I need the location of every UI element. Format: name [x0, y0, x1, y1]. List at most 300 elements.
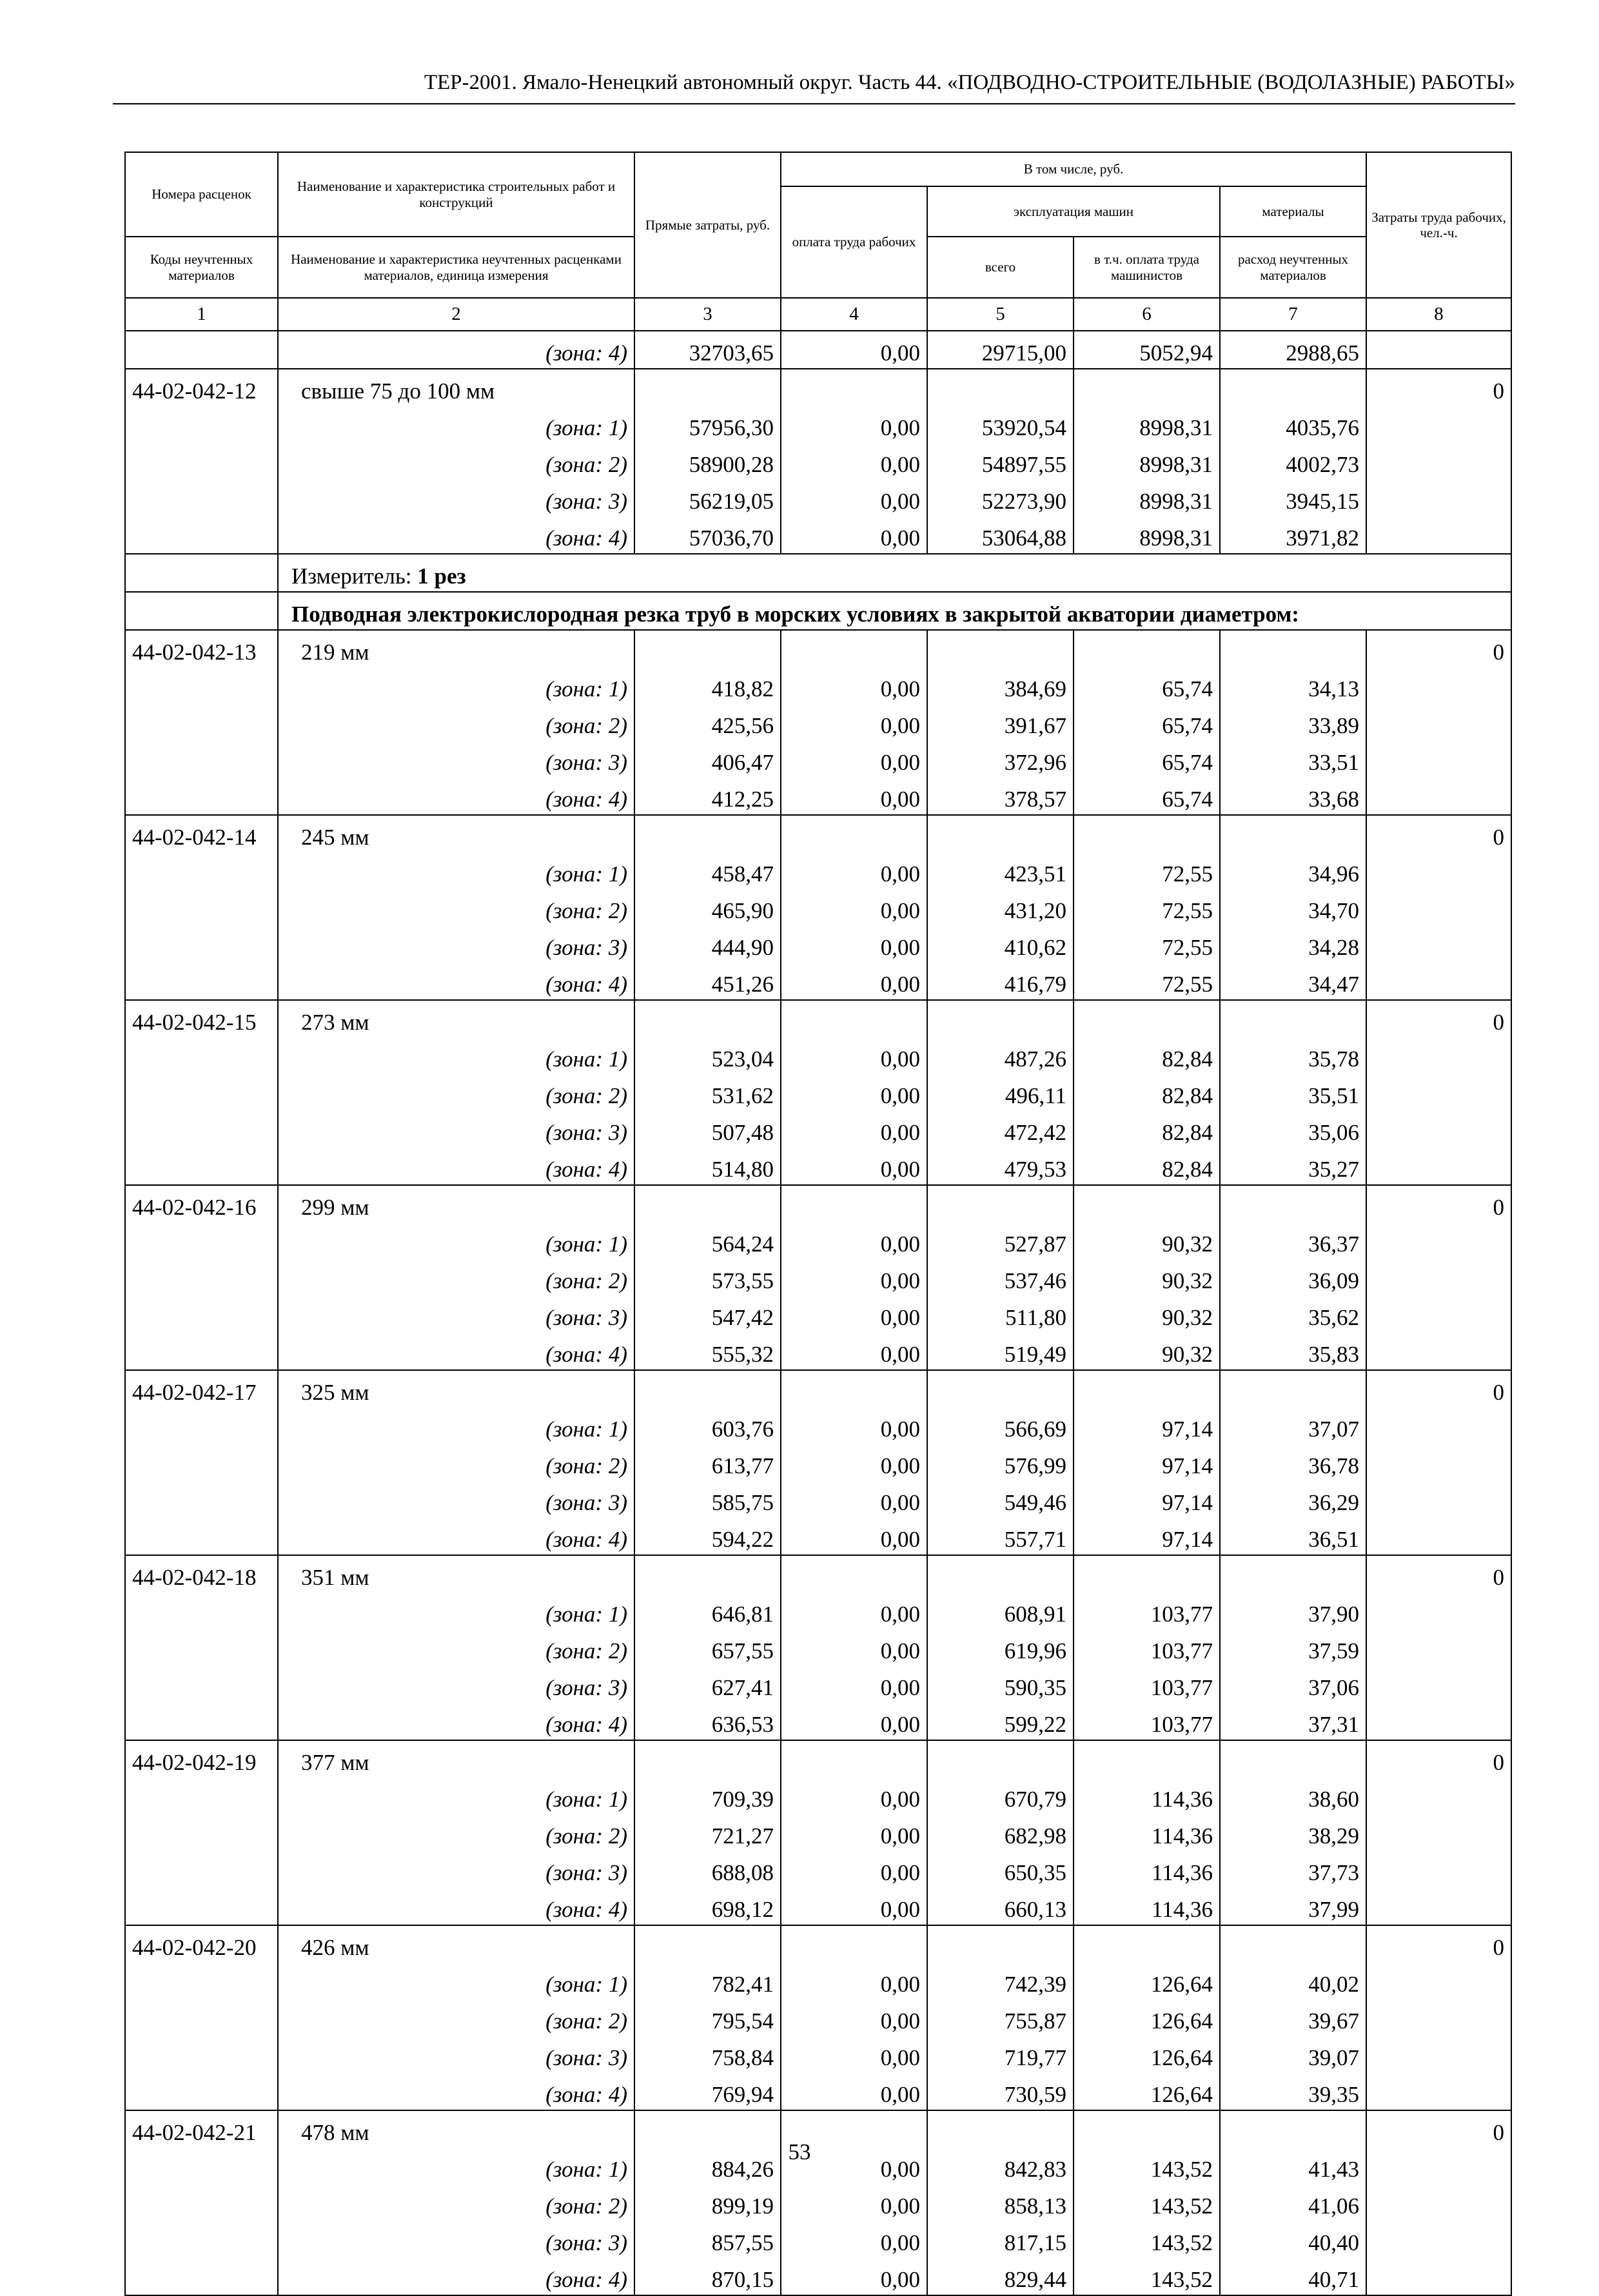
- empty-cell: [927, 815, 1074, 852]
- col-number: 2: [278, 298, 634, 331]
- worker-pay-value: 0,00: [781, 1666, 927, 1703]
- labor-costs-value: 0: [1366, 1370, 1511, 1408]
- worker-pay-value: 0,00: [781, 1963, 927, 1999]
- materials-value: 35,51: [1220, 1074, 1366, 1111]
- empty-cell: [125, 554, 278, 592]
- empty-cell: [1366, 741, 1511, 778]
- empty-cell: [125, 1222, 278, 1259]
- machine-total-value: 53064,88: [927, 516, 1074, 554]
- machine-total-value: 372,96: [927, 741, 1074, 778]
- empty-cell: [1366, 778, 1511, 815]
- direct-costs-value: 444,90: [634, 926, 781, 963]
- machine-total-value: 599,22: [927, 1703, 1074, 1740]
- materials-value: 37,99: [1220, 1888, 1366, 1925]
- empty-cell: [927, 1370, 1074, 1408]
- worker-pay-value: 0,00: [781, 1814, 927, 1851]
- empty-cell: [125, 1518, 278, 1555]
- empty-cell: [125, 1074, 278, 1111]
- empty-cell: [1220, 369, 1366, 406]
- machine-total-value: 817,15: [927, 2221, 1074, 2258]
- machinist-pay-value: 114,36: [1074, 1851, 1220, 1888]
- materials-value: 33,89: [1220, 704, 1366, 741]
- zone-row: [125, 704, 1511, 741]
- rate-item-row: [125, 1740, 1511, 1778]
- worker-pay-value: 0,00: [781, 480, 927, 516]
- machine-total-value: 755,87: [927, 1999, 1074, 2036]
- machine-total-value: 416,79: [927, 963, 1074, 1000]
- materials-value: 38,60: [1220, 1778, 1366, 1814]
- empty-cell: [1366, 516, 1511, 554]
- empty-cell: [1074, 1000, 1220, 1037]
- machine-total-value: 608,91: [927, 1593, 1074, 1629]
- zone-label: (зона: 1): [278, 2148, 634, 2184]
- empty-cell: [125, 2221, 278, 2258]
- machinist-pay-value: 82,84: [1074, 1074, 1220, 1111]
- machine-total-value: 479,53: [927, 1148, 1074, 1185]
- direct-costs-value: 657,55: [634, 1629, 781, 1666]
- materials-value: 37,31: [1220, 1703, 1366, 1740]
- empty-cell: [125, 926, 278, 963]
- zone-row: [125, 1222, 1511, 1259]
- labor-costs-value: 0: [1366, 1925, 1511, 1963]
- direct-costs-value: 758,84: [634, 2036, 781, 2073]
- materials-value: 40,02: [1220, 1963, 1366, 1999]
- worker-pay-value: 0,00: [781, 1629, 927, 1666]
- col-number: 3: [634, 298, 781, 331]
- empty-cell: [125, 516, 278, 554]
- rate-item-row: [125, 1000, 1511, 1037]
- rates-table: [124, 152, 1512, 2296]
- rate-code: 44-02-042-12: [125, 369, 278, 406]
- zone-row: [125, 1037, 1511, 1074]
- zone-label: (зона: 3): [278, 2221, 634, 2258]
- zone-label: (зона: 4): [278, 2258, 634, 2295]
- meter-label: Измеритель:: [291, 564, 412, 589]
- labor-costs-value: 0: [1366, 1000, 1511, 1037]
- empty-cell: [1074, 1555, 1220, 1593]
- worker-pay-value: 0,00: [781, 1999, 927, 2036]
- col-number: 6: [1074, 298, 1220, 331]
- direct-costs-value: 585,75: [634, 1481, 781, 1518]
- labor-costs-value: 0: [1366, 2110, 1511, 2148]
- empty-cell: [125, 1408, 278, 1444]
- empty-cell: [634, 630, 781, 667]
- rate-code: 44-02-042-19: [125, 1740, 278, 1778]
- machinist-pay-value: 143,52: [1074, 2184, 1220, 2221]
- worker-pay-value: 0,00: [781, 331, 927, 369]
- rate-code: 44-02-042-17: [125, 1370, 278, 1408]
- machine-total-value: 54897,55: [927, 443, 1074, 480]
- empty-cell: [1366, 2184, 1511, 2221]
- empty-cell: [125, 1148, 278, 1185]
- zone-row: [125, 926, 1511, 963]
- rate-name: 273 мм: [278, 1000, 634, 1037]
- direct-costs-value: 721,27: [634, 1814, 781, 1851]
- col-number: 4: [781, 298, 927, 331]
- direct-costs-value: 870,15: [634, 2258, 781, 2295]
- rate-item-row: [125, 369, 1511, 406]
- worker-pay-value: 0,00: [781, 1259, 927, 1296]
- empty-cell: [1366, 1666, 1511, 1703]
- machine-total-value: 682,98: [927, 1814, 1074, 1851]
- worker-pay-value: 0,00: [781, 1518, 927, 1555]
- worker-pay-value: 0,00: [781, 2221, 927, 2258]
- header-rule: [113, 103, 1515, 104]
- zone-row: [125, 2036, 1511, 2073]
- machinist-pay-value: 103,77: [1074, 1666, 1220, 1703]
- labor-costs-value: 0: [1366, 630, 1511, 667]
- empty-cell: [125, 667, 278, 704]
- materials-value: 39,35: [1220, 2073, 1366, 2110]
- zone-label: (зона: 3): [278, 1296, 634, 1333]
- zone-row: [125, 2184, 1511, 2221]
- worker-pay-value: 0,00: [781, 1444, 927, 1481]
- meter-value: 1 рез: [417, 564, 466, 589]
- materials-value: 34,47: [1220, 963, 1366, 1000]
- empty-cell: [1366, 1259, 1511, 1296]
- materials-value: 36,78: [1220, 1444, 1366, 1481]
- zone-row: [125, 480, 1511, 516]
- rate-item-row: [125, 630, 1511, 667]
- zone-row: [125, 1851, 1511, 1888]
- meter-row: [125, 554, 1511, 592]
- machine-total-value: 53920,54: [927, 406, 1074, 443]
- machinist-pay-value: 90,32: [1074, 1333, 1220, 1370]
- empty-cell: [125, 1999, 278, 2036]
- zone-label: (зона: 4): [278, 1888, 634, 1925]
- materials-value: 37,90: [1220, 1593, 1366, 1629]
- empty-cell: [1220, 1740, 1366, 1778]
- machine-total-value: 431,20: [927, 889, 1074, 926]
- zone-row: [125, 889, 1511, 926]
- empty-cell: [1366, 926, 1511, 963]
- column-numbers-row: [125, 298, 1511, 331]
- zone-row: [125, 406, 1511, 443]
- machine-total-value: 384,69: [927, 667, 1074, 704]
- empty-cell: [1366, 2221, 1511, 2258]
- zone-row: [125, 1408, 1511, 1444]
- materials-value: 2988,65: [1220, 331, 1366, 369]
- zone-label: (зона: 4): [278, 516, 634, 554]
- machine-total-value: 496,11: [927, 1074, 1074, 1111]
- machine-total-value: 423,51: [927, 852, 1074, 889]
- machinist-pay-value: 90,32: [1074, 1296, 1220, 1333]
- empty-cell: [634, 1000, 781, 1037]
- rate-code: 44-02-042-13: [125, 630, 278, 667]
- materials-value: 37,06: [1220, 1666, 1366, 1703]
- zone-row: [125, 2258, 1511, 2295]
- direct-costs-value: 698,12: [634, 1888, 781, 1925]
- machinist-pay-value: 5052,94: [1074, 331, 1220, 369]
- machine-total-value: 829,44: [927, 2258, 1074, 2295]
- machine-total-value: 487,26: [927, 1037, 1074, 1074]
- labor-costs-value: 0: [1366, 1185, 1511, 1222]
- empty-cell: [125, 1111, 278, 1148]
- col-direct-costs: Прямые затраты, руб.: [634, 152, 781, 298]
- empty-cell: [125, 2073, 278, 2110]
- machinist-pay-value: 65,74: [1074, 741, 1220, 778]
- materials-value: 35,78: [1220, 1037, 1366, 1074]
- zone-label: (зона: 4): [278, 963, 634, 1000]
- empty-cell: [781, 1925, 927, 1963]
- machine-total-value: 519,49: [927, 1333, 1074, 1370]
- meter-cell: [278, 554, 1511, 592]
- empty-cell: [125, 331, 278, 369]
- worker-pay-value: 0,00: [781, 1888, 927, 1925]
- rate-item-row: [125, 815, 1511, 852]
- materials-value: 35,83: [1220, 1333, 1366, 1370]
- direct-costs-value: 451,26: [634, 963, 781, 1000]
- empty-cell: [125, 1666, 278, 1703]
- worker-pay-value: 0,00: [781, 2148, 927, 2184]
- materials-value: 34,13: [1220, 667, 1366, 704]
- zone-label: (зона: 4): [278, 1333, 634, 1370]
- machine-total-value: 391,67: [927, 704, 1074, 741]
- machine-total-value: 576,99: [927, 1444, 1074, 1481]
- empty-cell: [1366, 1851, 1511, 1888]
- empty-cell: [927, 1925, 1074, 1963]
- direct-costs-value: 884,26: [634, 2148, 781, 2184]
- direct-costs-value: 899,19: [634, 2184, 781, 2221]
- worker-pay-value: 0,00: [781, 443, 927, 480]
- empty-cell: [1366, 1963, 1511, 1999]
- zone-label: (зона: 1): [278, 852, 634, 889]
- rate-name: 426 мм: [278, 1925, 634, 1963]
- machinist-pay-value: 97,14: [1074, 1444, 1220, 1481]
- materials-value: 36,37: [1220, 1222, 1366, 1259]
- worker-pay-value: 0,00: [781, 741, 927, 778]
- empty-cell: [1220, 1185, 1366, 1222]
- direct-costs-value: 58900,28: [634, 443, 781, 480]
- machine-total-value: 566,69: [927, 1408, 1074, 1444]
- machine-total-value: 549,46: [927, 1481, 1074, 1518]
- machine-total-value: 410,62: [927, 926, 1074, 963]
- materials-value: 4035,76: [1220, 406, 1366, 443]
- direct-costs-value: 458,47: [634, 852, 781, 889]
- zone-label: (зона: 4): [278, 1148, 634, 1185]
- worker-pay-value: 0,00: [781, 2036, 927, 2073]
- rate-name: 325 мм: [278, 1370, 634, 1408]
- machinist-pay-value: 65,74: [1074, 704, 1220, 741]
- rate-code: 44-02-042-21: [125, 2110, 278, 2148]
- machinist-pay-value: 103,77: [1074, 1593, 1220, 1629]
- zone-label: (зона: 4): [278, 1518, 634, 1555]
- worker-pay-value: 0,00: [781, 1333, 927, 1370]
- empty-cell: [1366, 1333, 1511, 1370]
- materials-value: 37,59: [1220, 1629, 1366, 1666]
- zone-row: [125, 667, 1511, 704]
- zone-row: [125, 1074, 1511, 1111]
- col-total: всего: [927, 237, 1074, 298]
- empty-cell: [125, 1333, 278, 1370]
- zone-row: [125, 852, 1511, 889]
- zone-label: (зона: 3): [278, 1481, 634, 1518]
- machinist-pay-value: 82,84: [1074, 1037, 1220, 1074]
- materials-value: 38,29: [1220, 1814, 1366, 1851]
- empty-cell: [1366, 1703, 1511, 1740]
- empty-cell: [1074, 815, 1220, 852]
- direct-costs-value: 523,04: [634, 1037, 781, 1074]
- empty-cell: [125, 963, 278, 1000]
- empty-cell: [1366, 667, 1511, 704]
- materials-value: 40,40: [1220, 2221, 1366, 2258]
- zone-row: [125, 1259, 1511, 1296]
- empty-cell: [781, 369, 927, 406]
- zone-row: [125, 741, 1511, 778]
- empty-cell: [125, 480, 278, 516]
- zone-row: [125, 1999, 1511, 2036]
- materials-value: 33,68: [1220, 778, 1366, 815]
- machine-total-value: 660,13: [927, 1888, 1074, 1925]
- machinist-pay-value: 72,55: [1074, 926, 1220, 963]
- zone-label: (зона: 4): [278, 331, 634, 369]
- worker-pay-value: 0,00: [781, 1296, 927, 1333]
- col-work-name: Наименование и характеристика строительных работ и конструкций: [278, 152, 634, 237]
- worker-pay-value: 0,00: [781, 778, 927, 815]
- materials-value: 41,43: [1220, 2148, 1366, 2184]
- materials-value: 4002,73: [1220, 443, 1366, 480]
- empty-cell: [125, 1296, 278, 1333]
- worker-pay-value: 0,00: [781, 963, 927, 1000]
- worker-pay-value: 0,00: [781, 1408, 927, 1444]
- materials-value: 34,28: [1220, 926, 1366, 963]
- machine-total-value: 537,46: [927, 1259, 1074, 1296]
- direct-costs-value: 795,54: [634, 1999, 781, 2036]
- machine-total-value: 650,35: [927, 1851, 1074, 1888]
- materials-value: 3971,82: [1220, 516, 1366, 554]
- empty-cell: [125, 704, 278, 741]
- direct-costs-value: 613,77: [634, 1444, 781, 1481]
- empty-cell: [1366, 704, 1511, 741]
- zone-label: (зона: 2): [278, 443, 634, 480]
- direct-costs-value: 531,62: [634, 1074, 781, 1111]
- zone-label: (зона: 3): [278, 741, 634, 778]
- empty-cell: [1074, 630, 1220, 667]
- zone-row: [125, 1593, 1511, 1629]
- section-title: Подводная электрокислородная резка труб в морских условиях в закрытой акватории диаметром:: [278, 592, 1511, 630]
- empty-cell: [1366, 1296, 1511, 1333]
- zone-label: (зона: 2): [278, 1074, 634, 1111]
- zone-label: (зона: 1): [278, 1593, 634, 1629]
- empty-cell: [781, 815, 927, 852]
- machinist-pay-value: 97,14: [1074, 1518, 1220, 1555]
- zone-label: (зона: 2): [278, 889, 634, 926]
- empty-cell: [927, 1185, 1074, 1222]
- machine-total-value: 719,77: [927, 2036, 1074, 2073]
- empty-cell: [781, 1370, 927, 1408]
- empty-cell: [1366, 852, 1511, 889]
- zone-row: [125, 443, 1511, 480]
- direct-costs-value: 412,25: [634, 778, 781, 815]
- worker-pay-value: 0,00: [781, 1037, 927, 1074]
- empty-cell: [1366, 1037, 1511, 1074]
- machine-total-value: 670,79: [927, 1778, 1074, 1814]
- machinist-pay-value: 8998,31: [1074, 480, 1220, 516]
- empty-cell: [125, 2258, 278, 2295]
- empty-cell: [1074, 369, 1220, 406]
- machinist-pay-value: 82,84: [1074, 1148, 1220, 1185]
- direct-costs-value: 465,90: [634, 889, 781, 926]
- direct-costs-value: 688,08: [634, 1851, 781, 1888]
- empty-cell: [125, 2036, 278, 2073]
- empty-cell: [125, 741, 278, 778]
- empty-cell: [1366, 1444, 1511, 1481]
- worker-pay-value: 0,00: [781, 667, 927, 704]
- zone-row: [125, 1963, 1511, 1999]
- zone-label: (зона: 3): [278, 1666, 634, 1703]
- rate-name: 219 мм: [278, 630, 634, 667]
- machinist-pay-value: 72,55: [1074, 889, 1220, 926]
- empty-cell: [781, 1185, 927, 1222]
- zone-row: [125, 778, 1511, 815]
- worker-pay-value: 0,00: [781, 926, 927, 963]
- worker-pay-value: 0,00: [781, 2073, 927, 2110]
- materials-value: 41,06: [1220, 2184, 1366, 2221]
- direct-costs-value: 57956,30: [634, 406, 781, 443]
- empty-cell: [1366, 1629, 1511, 1666]
- zone-label: (зона: 4): [278, 1703, 634, 1740]
- empty-cell: [1366, 1074, 1511, 1111]
- worker-pay-value: 0,00: [781, 406, 927, 443]
- empty-cell: [1366, 1814, 1511, 1851]
- rate-name: 377 мм: [278, 1740, 634, 1778]
- machine-total-value: 527,87: [927, 1222, 1074, 1259]
- direct-costs-value: 636,53: [634, 1703, 781, 1740]
- empty-cell: [125, 852, 278, 889]
- rate-code: 44-02-042-18: [125, 1555, 278, 1593]
- empty-cell: [1366, 889, 1511, 926]
- worker-pay-value: 0,00: [781, 1222, 927, 1259]
- zone-label: (зона: 1): [278, 1222, 634, 1259]
- machinist-pay-value: 143,52: [1074, 2148, 1220, 2184]
- machinist-pay-value: 114,36: [1074, 1814, 1220, 1851]
- col-number: 8: [1366, 298, 1511, 331]
- empty-cell: [1074, 1185, 1220, 1222]
- empty-cell: [1366, 406, 1511, 443]
- worker-pay-value: 0,00: [781, 889, 927, 926]
- rate-code: 44-02-042-14: [125, 815, 278, 852]
- worker-pay-value: 0,00: [781, 1851, 927, 1888]
- direct-costs-value: 425,56: [634, 704, 781, 741]
- machinist-pay-value: 65,74: [1074, 778, 1220, 815]
- empty-cell: [125, 889, 278, 926]
- machinist-pay-value: 126,64: [1074, 2036, 1220, 2073]
- empty-cell: [1366, 480, 1511, 516]
- empty-cell: [1074, 1370, 1220, 1408]
- empty-cell: [1074, 1925, 1220, 1963]
- worker-pay-value: 0,00: [781, 1593, 927, 1629]
- worker-pay-value: 0,00: [781, 1074, 927, 1111]
- machinist-pay-value: 8998,31: [1074, 516, 1220, 554]
- empty-cell: [125, 1444, 278, 1481]
- empty-cell: [125, 1888, 278, 1925]
- rate-item-row: [125, 1370, 1511, 1408]
- machinist-pay-value: 143,52: [1074, 2258, 1220, 2295]
- empty-cell: [1220, 630, 1366, 667]
- materials-value: 39,67: [1220, 1999, 1366, 2036]
- zone-row: [125, 963, 1511, 1000]
- zone-label: (зона: 1): [278, 1408, 634, 1444]
- zone-label: (зона: 3): [278, 1851, 634, 1888]
- empty-cell: [1366, 1222, 1511, 1259]
- zone-label: (зона: 2): [278, 1999, 634, 2036]
- zone-label: (зона: 1): [278, 406, 634, 443]
- direct-costs-value: 406,47: [634, 741, 781, 778]
- page-number: 53: [788, 2139, 811, 2164]
- empty-cell: [125, 1481, 278, 1518]
- zone-row: [125, 1703, 1511, 1740]
- zone-label: (зона: 2): [278, 1444, 634, 1481]
